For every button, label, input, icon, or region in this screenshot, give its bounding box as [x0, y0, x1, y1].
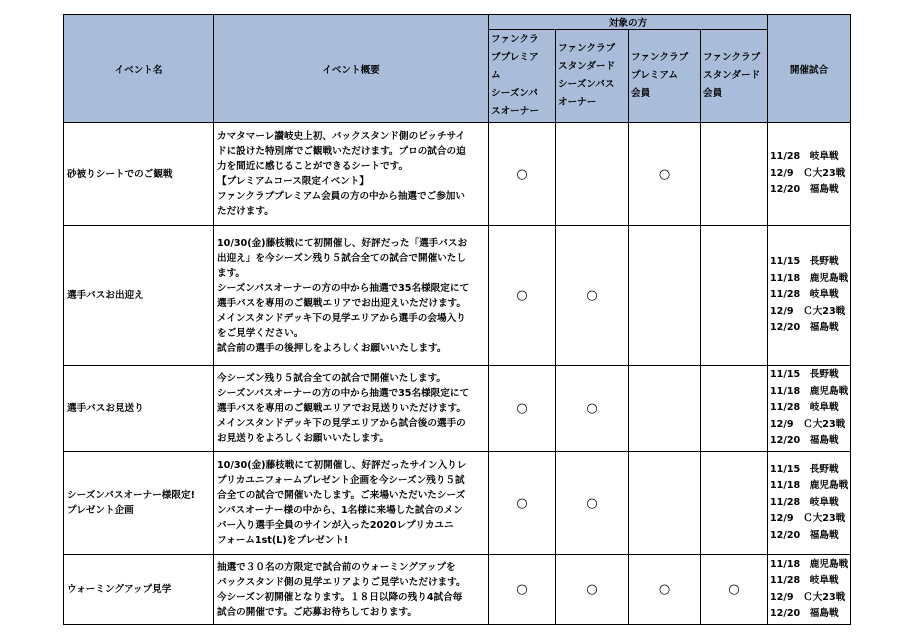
event-name-cell	[64, 226, 214, 366]
event-summary-cell	[214, 452, 489, 555]
table-row	[64, 226, 851, 366]
games-cell	[768, 366, 851, 452]
header-target-line: スオーナー	[491, 106, 539, 117]
target-mark-cell	[629, 226, 701, 366]
header-target-line: オーナー	[558, 97, 597, 108]
target-mark-cell	[556, 123, 629, 226]
games-cell	[768, 123, 851, 226]
event-summary-line: メインスタンドデッキ下の見学エリアから選手の会場入り	[217, 312, 466, 324]
target-mark-cell	[701, 452, 768, 555]
header-target-line: シーズンパ	[491, 88, 538, 99]
event-summary-line: 試合の開催です。ご応募お待ちしております。	[217, 606, 417, 618]
event-summary-line: ただけます。	[217, 206, 274, 217]
event-name-cell	[64, 452, 214, 555]
event-summary-line: カマタマーレ讃岐史上初、バックスタンド側のピッチサイ	[217, 131, 466, 142]
header-target-3	[629, 30, 701, 123]
event-name-cell	[64, 555, 214, 625]
header-target-1	[489, 30, 556, 123]
game-item: 12/9 Ｃ大23戦	[770, 418, 846, 430]
event-summary-line: バー入り選手全員のサインが入った2020レプリカユニ	[217, 520, 454, 531]
header-target-4	[701, 30, 768, 123]
event-name-cell	[64, 123, 214, 226]
event-name: シーズンパスオーナー様限定!	[67, 490, 195, 501]
game-item: 11/18 鹿児島戦	[770, 385, 849, 397]
target-mark-cell: ○	[489, 366, 556, 452]
header-games: 開催試合	[768, 15, 851, 123]
header-target-line: スタンダード	[703, 70, 761, 81]
game-item: 11/28 岐阜戦	[770, 402, 839, 414]
game-item: 12/20 福島戦	[770, 322, 839, 334]
target-mark-cell: ○	[629, 555, 701, 625]
event-summary-line: メインスタンドデッキ下の見学エリアから試合後の選手の	[217, 418, 466, 429]
game-item: 12/20 福島戦	[770, 184, 839, 196]
target-mark-cell: ○	[556, 452, 629, 555]
games-cell	[768, 452, 851, 555]
target-mark-cell	[701, 366, 768, 452]
target-mark-cell: ○	[489, 555, 556, 625]
event-summary-line: 今シーズン残り５試合全ての試合で開催いたします。	[217, 373, 447, 384]
event-summary-line: 合全ての試合で開催いたします。ご来場いただいたシーズ	[217, 490, 466, 501]
event-summary-cell	[214, 123, 489, 226]
game-item: 12/20 福島戦	[770, 608, 839, 619]
event-summary-cell	[214, 366, 489, 452]
event-summary-line: 10/30(金)藤枝戦にて初開催し、好評だったサイン入りレ	[217, 460, 467, 471]
game-item: 11/15 長野戦	[770, 463, 839, 475]
event-summary-line: ファンクラブプレミアム会員の方の中から抽選でご参加い	[217, 191, 465, 202]
event-summary-line: 10/30(金)藤枝戦にて初開催し、好評だった「選手バスお	[217, 237, 468, 249]
event-summary-line: をご見学ください。	[217, 327, 304, 339]
event-name: ウォーミングアップ見学	[67, 584, 172, 595]
header-target-line: ファンクラ	[491, 34, 539, 45]
game-item: 11/18 鹿児島戦	[770, 480, 849, 492]
header-target-line: プレミアム	[631, 70, 678, 81]
target-mark-cell: ○	[489, 123, 556, 226]
target-mark-cell: ○	[489, 226, 556, 366]
event-table	[63, 14, 851, 625]
event-summary-line: バックスタンド側の見学エリアよりご見学いただけます。	[217, 576, 466, 588]
table-row	[64, 555, 851, 625]
game-item: 11/15 長野戦	[770, 369, 839, 381]
target-mark-cell	[701, 123, 768, 226]
header-target-line: スタンダード	[558, 61, 616, 72]
target-mark-cell	[629, 452, 701, 555]
header-target-line: ファンクラブ	[558, 43, 616, 54]
event-summary-cell	[214, 226, 489, 366]
target-mark-cell: ○	[556, 555, 629, 625]
event-summary-line: 【プレミアムコース限定イベント】	[217, 176, 369, 187]
games-cell	[768, 226, 851, 366]
event-summary-line: 力を間近に感じることができるシートです。	[217, 161, 409, 172]
table-row	[64, 366, 851, 452]
event-summary-line: プリカユニフォームプレゼント企画を今シーズン残り５試	[217, 475, 465, 486]
event-name: 砂被りシートでのご観戦	[67, 168, 173, 180]
game-item: 11/28 岐阜戦	[770, 496, 839, 508]
event-name: プレゼント企画	[67, 505, 134, 516]
header-target-line: ファンクラブ	[703, 52, 761, 63]
header-event-summary: イベント概要	[214, 15, 489, 123]
game-item: 11/18 鹿児島戦	[770, 558, 849, 570]
event-name: 選手バスお出迎え	[67, 290, 144, 301]
event-summary-line: ドに設けた特別席でご観戦いただけます。プロの試合の迫	[217, 146, 466, 157]
game-item: 12/9 Ｃ大23戦	[770, 513, 846, 525]
header-target-line: ファンクラブ	[631, 52, 689, 63]
event-summary-line: ンパスオーナー様の中から、1名様に来場した試合のメン	[217, 505, 463, 516]
event-summary-line: 出迎え」を今シーズン残り５試合全ての試合で開催いたし	[217, 252, 466, 264]
event-summary-line: 抽選で３０名の方限定で試合前のウォーミングアップを	[217, 561, 456, 573]
target-mark-cell: ○	[629, 123, 701, 226]
game-item: 11/28 岐阜戦	[770, 289, 839, 301]
header-target: 対象の方	[489, 15, 768, 30]
game-item: 12/9 Ｃ大23戦	[770, 591, 846, 603]
header-target-line: 会員	[631, 88, 651, 99]
game-item: 12/20 福島戦	[770, 529, 839, 541]
event-summary-line: フォーム1st(L)をプレゼント!	[217, 535, 349, 546]
event-summary-line: 試合前の選手の後押しをよろしくお願いいたします。	[217, 342, 447, 354]
game-item: 12/20 福島戦	[770, 435, 839, 447]
header-target-line: ブプレミア	[491, 52, 539, 63]
event-summary-line: シーズンパスオーナーの方の中から抽選で35名様限定にて	[217, 282, 470, 294]
header-target-line: 会員	[703, 88, 723, 99]
event-name: 選手バスお見送り	[67, 403, 144, 414]
event-summary-line: 今シーズン初開催となります。１８日以降の残り4試合毎	[217, 591, 463, 603]
event-summary-cell	[214, 555, 489, 625]
games-cell	[768, 555, 851, 625]
target-mark-cell	[629, 366, 701, 452]
target-mark-cell	[701, 226, 768, 366]
game-item: 11/28 岐阜戦	[770, 575, 839, 586]
game-item: 11/18 鹿児島戦	[770, 272, 849, 284]
event-summary-line: 選手バスを専用のご観戦エリアでお見送りいただけます。	[217, 403, 466, 414]
header-target-line: ム	[491, 70, 501, 81]
header-target-line: シーズンパス	[558, 79, 615, 90]
game-item: 11/28 岐阜戦	[770, 151, 839, 163]
target-mark-cell: ○	[556, 366, 629, 452]
target-mark-cell: ○	[489, 452, 556, 555]
target-mark-cell: ○	[556, 226, 629, 366]
event-summary-line: 選手バスを専用のご観戦エリアでお出迎えいただけます。	[217, 297, 466, 309]
event-summary-line: シーズンパスオーナーの方の中から抽選で35名様限定にて	[217, 388, 470, 399]
game-item: 12/9 Ｃ大23戦	[770, 167, 846, 179]
header-target-2	[556, 30, 629, 123]
event-summary-line: ます。	[217, 267, 246, 279]
event-summary-line: お見送りをよろしくお願いいたします。	[217, 433, 389, 444]
table-row	[64, 123, 851, 226]
game-item: 12/9 Ｃ大23戦	[770, 305, 846, 317]
event-name-cell	[64, 366, 214, 452]
target-mark-cell: ○	[701, 555, 768, 625]
table-row	[64, 452, 851, 555]
game-item: 11/15 長野戦	[770, 256, 839, 268]
header-event-name: イベント名	[64, 15, 214, 123]
